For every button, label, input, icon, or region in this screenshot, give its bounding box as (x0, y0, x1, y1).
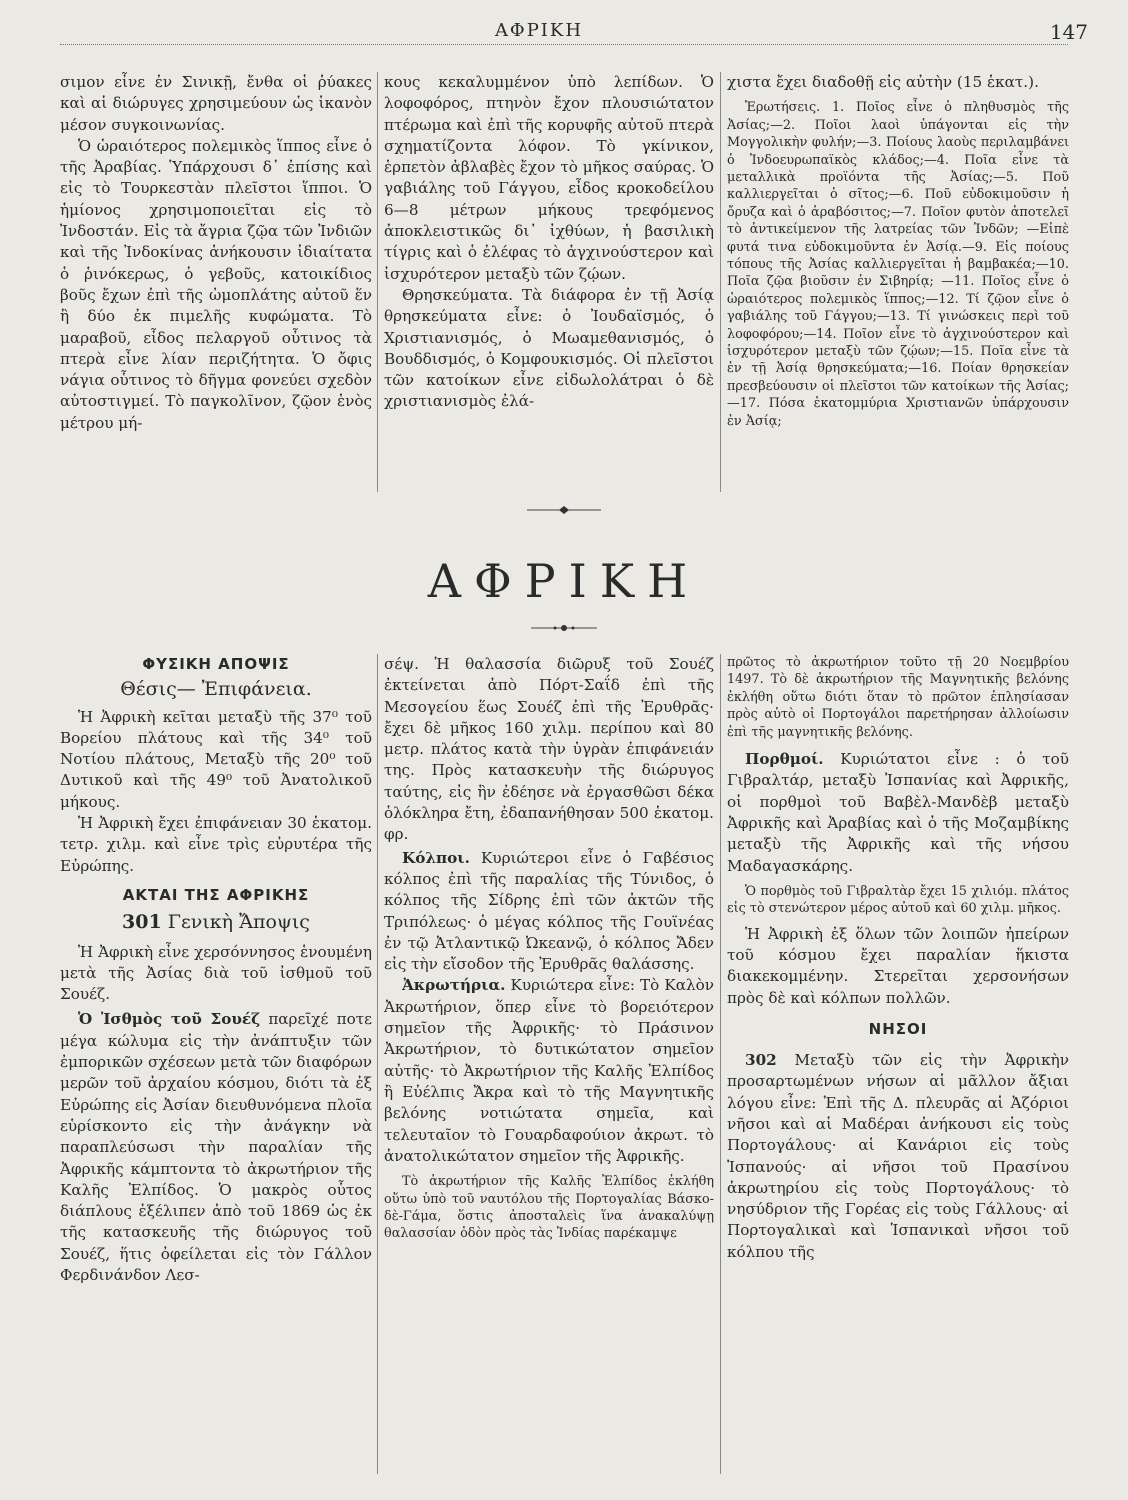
section-subheading: Θέσις— Ἐπιφάνεια. (120, 678, 312, 701)
footnote: Τὸ ἀκρωτήριον τῆς Καλῆς Ἐλπίδος ἐκλήθη οὕτω ὑπὸ τοῦ ναυτόλου τῆς Πορτογαλίας Βάσκο-δὲ-Γάμα, ὅστις ἀποσταλεὶς ἵνα ἀνακαλύψῃ θαλασσίαν ὁδὸν πρὸς τὰς Ἰνδίας παρέκαμψε (384, 1174, 714, 1242)
paragraph: Θρησκεύματα. Τὰ διάφορα ἐν τῇ Ἀσίᾳ θρησκεύματα εἶνε: ὁ Ἰουδαϊσμός, ὁ Χριστιανισμός, ὁ Μωαμεθανισμός, ὁ Βουδδισμός, ὁ Κομφουκισμός. Οἱ πλεῖστοι τῶν κατοίκων εἶνε εἰδωλολάτραι ὁ δὲ χριστιανισμὸς ἐλά- (384, 285, 714, 411)
title-ornament (531, 624, 597, 632)
top-column-2 (384, 72, 714, 413)
bottom-column-3 (727, 654, 1069, 1263)
section-heading: ΝΗΣΟΙ (868, 1019, 928, 1038)
bottom-column-1 (60, 654, 372, 1286)
paragraph: Ἡ Ἀφρικὴ ἐξ ὅλων τῶν λοιπῶν ἠπείρων τοῦ κόσμου ἔχει παραλίαν ἥκιστα διακεκομμένην. Στερεῖται χερσονήσων πρὸς δὲ καὶ κόλπων πολλῶν. (727, 924, 1069, 1007)
paragraph: Ἡ Ἀφρικὴ ἔχει ἐπιφάνειαν 30 ἑκατομ. τετρ. χιλμ. καὶ εἶνε τρὶς εὐρυτέρα τῆς Εὐρώπης. (60, 814, 372, 875)
paragraph: χιστα ἔχει διαδοθῇ εἰς αὐτὴν (15 ἑκατ.). (727, 73, 1039, 91)
section-heading: ΑΚΤΑΙ ΤΗΣ ΑΦΡΙΚΗΣ (122, 885, 310, 904)
paragraph-text: Κυριώτερα εἶνε: Τὸ Καλὸν Ἀκρωτήριον, ὅπερ εἶνε τὸ βορειότερον σημεῖον τῆς Ἀφρικῆς· τὸ Πράσινον Ἀκρωτήριον, τὸ δυτικώτατον σημεῖον αὐτῆς· τὸ Ἀκρωτήριον τῆς Καλῆς Ἐλπίδος ἢ Εὐέλπις Ἄκρα καὶ τὸ τῆς Μαγνητικῆς βελόνης νοτιώτατα σημεῖα, καὶ τελευταῖον τὸ Γουαρδαφούιον ἀκρωτ. τὸ ἀνατολικώτατον σημεῖον τῆς Ἀφρικῆς. (384, 976, 714, 1165)
section-divider-ornament (527, 506, 601, 514)
running-title: ΑΦΡΙΚΗ (494, 20, 584, 41)
questions-block: Ἐρωτήσεις. 1. Ποῖος εἶνε ὁ πληθυσμὸς τῆς Ἀσίας;—2. Ποῖοι λαοὶ ὑπάγονται εἰς τὴν Μογγολικὴν φυλήν;—3. Ποίους λαοὺς περιλαμβάνει ὁ Ἰνδοευρωπαϊκὸς κλάδος;—4. Ποῖα εἶνε τὰ μεταλλικὰ προϊόντα τῆς Ἀσίας;—5. Ποῦ καλλιεργεῖται ὁ σῖτος;—6. Ποῦ εὐδοκιμοῦσιν ἡ ὄρυζα καὶ ὁ ἀραβόσιτος;—7. Ποῖον φυτὸν ἀποτελεῖ τὸ ἀντικείμενον τῆς λατρείας τῶν Ἰνδῶν; —Εἰπὲ φυτά τινα εὐδοκιμοῦντα ἐν Ἀσίᾳ.—9. Εἰς ποίους τόπους τῆς Ἀσίας καλλιεργεῖται ἡ βαμβακέα;—10. Ποῖα ζῷα βιοῦσιν ἐν Σιβηρίᾳ; —11. Ποῖος εἶνε ὁ ὡραιότερος πολεμικὸς ἵππος;—12. Τί ζῷον εἶνε ὁ γαβιάλης τοῦ Γάγγου;—13. Τί γινώσκεις περὶ τοῦ λοφοφόρου;—14. Ποῖον εἶνε τὸ ἀγχινούστερον καὶ ἰσχυρότερον μεταξὺ τῶν ζῴων;—15. Ποῖα εἶνε τὰ ἐν τῇ Ἀσίᾳ θρησκεύματα;—16. Ποίαν θρησκείαν πρεσβεύουσιν οἱ πλεῖστοι τῶν κατοίκων τῆς Ἀσίας;—17. Πόσα ἑκατομμύρια Χριστιανῶν ὑπάρχουσιν ἐν Ἀσίᾳ; (727, 100, 1069, 429)
footnote: Ὁ πορθμὸς τοῦ Γιβραλτὰρ ἔχει 15 χιλιόμ. πλάτος εἰς τὸ στενώτερον μέρος αὐτοῦ καὶ 60 χιλμ. μῆκος. (727, 883, 1069, 917)
paragraph (60, 1009, 372, 1286)
paragraph-text: Κυριώτατοι εἶνε : ὁ τοῦ Γιβραλτάρ, μεταξὺ Ἰσπανίας καὶ Ἀφρικῆς, οἱ πορθμοὶ τοῦ Βαβὲλ-Μανδὲβ μεταξὺ Ἀφρικῆς καὶ Ἀραβίας καὶ ὁ τῆς Μοζαμβίκης μεταξὺ τῆς Ἀφρικῆς καὶ τῆς νήσου Μαδαγασκάρης. (727, 750, 1069, 875)
paragraph-lead: Πορθμοί. (745, 750, 824, 769)
paragraph-lead: Ὁ Ἰσθμὸς τοῦ Σουέζ (78, 1010, 261, 1029)
paragraph (727, 1050, 1069, 1263)
paragraph (727, 749, 1069, 877)
column-rule (720, 72, 721, 492)
paragraph-text: παρεῖχέ ποτε μέγα κώλυμα εἰς τὴν ἀνάπτυξιν τῶν ἐμπορικῶν σχέσεων μετὰ τῶν διαφόρων μερῶν τοῦ ἀρχαίου κόσμου, διότι τὰ ἐξ Εὐρώπης εἰς Ἀσίαν διευθυνόμενα πλοῖα εὑρίσκοντο εἰς τὴν ἀνάγκην νὰ παραπλεύσωσι τὴν παραλίαν τῆς Ἀφρικῆς κάμπτοντα τὸ ἀκρωτήριον τῆς Καλῆς Ἐλπίδος. Ὁ μακρὸς οὗτος διάπλους ἐξέλιπεν ἀπὸ τοῦ 1869 ὡς ἐκ τῆς κατασκευῆς τῆς διώρυγος τοῦ Σουέζ, ἥτις ὀφείλεται εἰς τὸν Γάλλον Φερδινάνδον Λεσ- (60, 1010, 372, 1285)
column-rule (377, 654, 378, 1474)
paragraph-text: Κυριώτεροι εἶνε ὁ Γαβέσιος κόλπος ἐπὶ τῆς παραλίας τῆς Τύνιδος, ὁ κόλπος τῆς Σίδρης ἐπὶ τῶν ἀκτῶν τῆς Τριπόλεως· ὁ μέγας κόλπος τῆς Γουϊνέας ἐν τῷ Ἀτλαντικῷ Ὠκεανῷ, ὁ κόλπος Ἄδεν εἰς τὴν εἴσοδον τῆς Ἐρυθρᾶς θαλάσσης. (384, 848, 714, 974)
footnote: πρῶτος τὸ ἀκρωτήριον τοῦτο τῇ 20 Νοεμβρίου 1497. Τὸ δὲ ἀκρωτήριον τῆς Μαγνητικῆς βελόνης ἐκλήθη οὕτω διότι ὅταν τὸ πρῶτον ἐπλησίασαν πρὸς αὐτὸ οἱ Πορτογάλοι παρετήρησαν ἀλλοίωσιν ἐπὶ τῆς μαγνητικῆς βελόνης. (727, 655, 1069, 740)
section-number: 301 (122, 911, 162, 934)
paragraph-lead: Κόλποι. (402, 848, 470, 867)
chapter-title: ΑΦΡΙΚΗ (427, 554, 701, 608)
paragraph-lead: Ἀκρωτήρια. (402, 976, 506, 995)
paragraph-text: Μεταξὺ τῶν εἰς τὴν Ἀφρικὴν προσαρτωμένων νήσων αἱ μᾶλλον ἄξιαι λόγου εἶνε: Ἐπὶ τῆς Δ. πλευρᾶς αἱ Ἀζόριοι νῆσοι καὶ αἱ Μαδέραι ἀνήκουσι εἰς τοὺς Πορτογάλους· αἱ Κανάριοι εἰς τοὺς Ἰσπανούς· αἱ νῆσοι τοῦ Πρασίνου ἀκρωτηρίου εἰς τοὺς Πορτογάλους· τὸ νησύδριον τῆς Γορέας εἰς τοὺς Γάλλους· αἱ Πορτογαλικαὶ καὶ Ἱσπανικαὶ νῆσοι τοῦ κόλπου τῆς (727, 1051, 1069, 1261)
paragraph: κους κεκαλυμμένον ὑπὸ λεπίδων. Ὁ λοφοφόρος, πτηνὸν ἔχον πλουσιώτατον πτέρωμα καὶ ἐπὶ τῆς κορυφῆς αὐτοῦ πτερὰ σχηματίζοντα λόφον. Τὸ γκίνικον, ἑρπετὸν ἀβλαβὲς ἔχον τὸ μῆκος σαύρας. Ὁ γαβιάλης τοῦ Γάγγου, εἶδος κροκοδείλου 6—8 μέτρων μήκους τρεφόμενος ἀποκλειστικῶς δι᾽ ἰχθύων, ἡ βασιλικὴ τίγρις καὶ ὁ ἐλέφας τὸ ἀγχινούστερον καὶ ἰσχυρότερον μεταξὺ τῶν ζῴων. (384, 73, 714, 283)
page-header (60, 18, 1088, 46)
section-subheading (60, 912, 372, 933)
paragraph: σιμον εἶνε ἐν Σινικῇ, ἔνθα οἱ ῥύακες καὶ αἱ διώρυγες χρησιμεύουν ὡς ἱκανὸν μέσον συγκοινωνίας. (60, 73, 372, 134)
top-column-1 (60, 72, 372, 434)
column-rule (377, 72, 378, 492)
paragraph (384, 848, 714, 976)
column-rule (720, 654, 721, 1474)
header-rule (60, 44, 1068, 45)
section-subheading-text: Γενικὴ Ἄποψις (167, 911, 310, 934)
paragraph: Ἡ Ἀφρικὴ κεῖται μεταξὺ τῆς 37⁰ τοῦ Βορείου πλάτους καὶ τῆς 34⁰ τοῦ Νοτίου πλάτους, Μεταξὺ τῆς 20⁰ τοῦ Δυτικοῦ καὶ τῆς 49⁰ τοῦ Ἀνατολικοῦ μήκους. (60, 707, 372, 811)
section-heading: ΦΥΣΙΚΗ ΑΠΟΨΙΣ (142, 655, 290, 673)
section-number: 302 (745, 1051, 777, 1070)
top-column-3 (727, 72, 1069, 430)
paragraph (384, 975, 714, 1167)
paragraph: Ἡ Ἀφρικὴ εἶνε χερσόννησος ἑνουμένη μετὰ τῆς Ἀσίας διὰ τοῦ ἰσθμοῦ τοῦ Σουέζ. (60, 942, 372, 1004)
bottom-column-2 (384, 654, 714, 1243)
page-number: 147 (1049, 20, 1088, 44)
paragraph: Ὁ ὡραιότερος πολεμικὸς ἵππος εἶνε ὁ τῆς Ἀραβίας. Ὑπάρχουσι δ᾽ ἐπίσης καὶ εἰς τὸ Τουρκεστὰν πλεῖστοι ἵπποι. Ὁ ἡμίονος χρησιμοποιεῖται εἰς τὸ Ἰνδοστάν. Εἰς τὰ ἄγρια ζῷα τῶν Ἰνδιῶν καὶ τῆς Ἰνδοκίνας ἀνήκουσιν ἰδιαίτατα ὁ ῥινόκερως, ὁ γεβοῦς, κατοικίδιος βοῦς ἔχων ἐπὶ τῆς ὠμοπλάτης αὐτοῦ ἕν ἢ δύο ἐκ πιμελῆς κυφώματα. Τὸ μαραβοῦ, εἶδος πελαργοῦ οὗτινος τὰ πτερὰ εἶνε λίαν περιζήτητα. Ὁ ὄφις νάγια οὗτινος τὸ δῆγμα φονεύει σχεδὸν αὐτοστιγμεί. Τὸ παγκολῖνον, ζῷον ἑνὸς μέτρου μή- (60, 136, 372, 432)
paragraph: σέψ. Ἡ θαλασσία διῶρυξ τοῦ Σουέζ ἐκτείνεται ἀπὸ Πόρτ-Σαΐδ ἐπὶ τῆς Μεσογείου ἕως Σουέζ ἐπὶ τῆς Ἐρυθρᾶς· ἔχει δὲ μῆκος 160 χιλμ. περίπου καὶ 80 μετρ. πλάτος κατὰ τὴν ὑγρὰν ἐπιφάνειάν της. Πρὸς κατασκευὴν τῆς διώρυγος ταύτης, εἰς ἣν ἐδέησε νὰ ἐργασθῶσι δέκα ὁλόκληρα ἔτη, ἐδαπανήθησαν 500 ἑκατομ. φρ. (384, 655, 714, 844)
